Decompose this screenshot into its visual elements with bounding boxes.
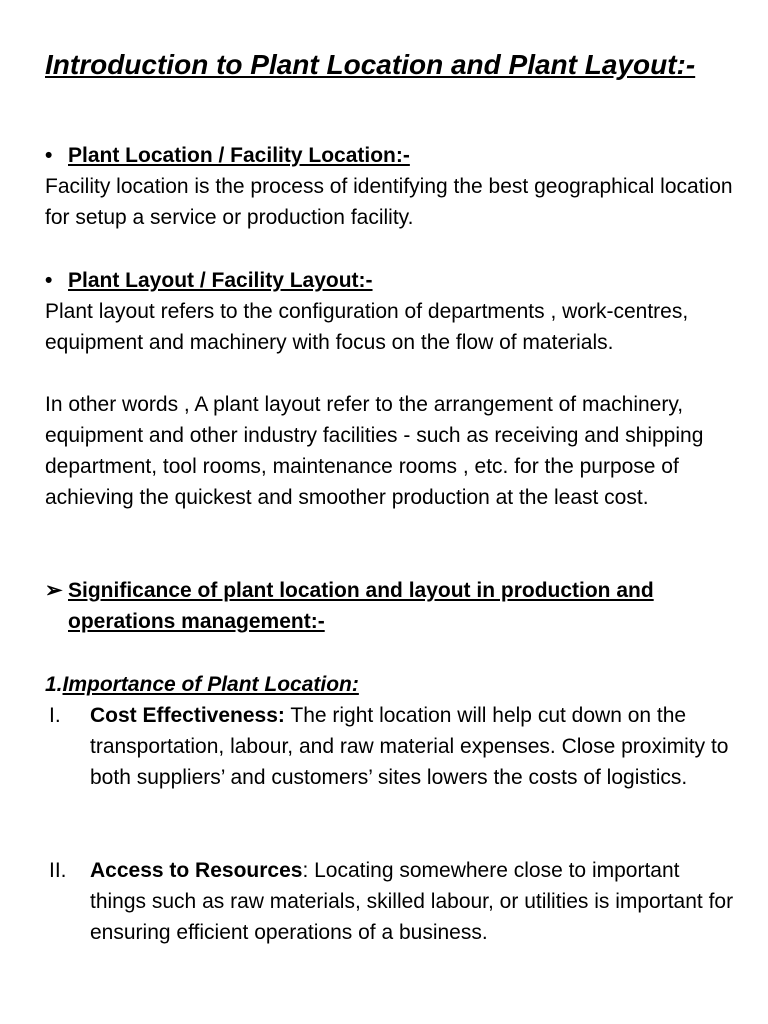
plant-layout-heading	[45, 265, 735, 296]
significance-heading	[45, 575, 735, 637]
plant-layout-text-1: Plant layout refers to the configuration of departments , work-centres, equipment and machinery with focus on the flow of materials.	[45, 300, 689, 354]
list-item-content	[90, 700, 735, 793]
roman-marker: II.	[49, 859, 67, 882]
page-title: Introduction to Plant Location and Plant Layout:-	[45, 49, 696, 80]
importance-heading-label: Importance of Plant Location:	[62, 673, 359, 696]
bullet-marker: •	[45, 144, 53, 167]
plant-layout-text-2: In other words , A plant layout refer to the arrangement of machinery, equipment and other industry facilities - such as receiving and shipping department, tool rooms, maintenance rooms , etc. for the purpose of achieving the quickest and smoother production at the least cost.	[45, 393, 704, 509]
plant-location-text: Facility location is the process of identifying the best geographical location for setup a service or production facility.	[45, 175, 733, 229]
list-item	[45, 855, 735, 948]
plant-location-heading-label: Plant Location / Facility Location:-	[68, 144, 410, 167]
importance-number: 1.	[45, 673, 63, 696]
importance-heading	[45, 669, 735, 700]
list-item-term: Cost Effectiveness:	[90, 704, 285, 727]
plant-location-heading	[45, 140, 735, 171]
arrow-bullet-icon: ➢	[45, 579, 63, 602]
list-item-term: Access to Resources	[90, 859, 303, 882]
list-item-text: : Locating somewhere close to important things such as raw materials, skilled labour, or utilities is important for ensuring efficient operations of a business.	[90, 859, 734, 944]
list-item-text: The right location will help cut down on the transportation, labour, and raw material expenses. Close proximity to both suppliers’ and customers’ sites lowers the costs of logistics.	[90, 704, 729, 789]
significance-heading-label: Significance of plant location and layout in production and operations management:-	[68, 579, 654, 633]
list-item	[45, 700, 735, 793]
roman-marker: I.	[49, 704, 61, 727]
plant-layout-heading-label: Plant Layout / Facility Layout:-	[68, 269, 373, 292]
list-item-content	[90, 855, 735, 948]
bullet-marker: •	[45, 269, 53, 292]
